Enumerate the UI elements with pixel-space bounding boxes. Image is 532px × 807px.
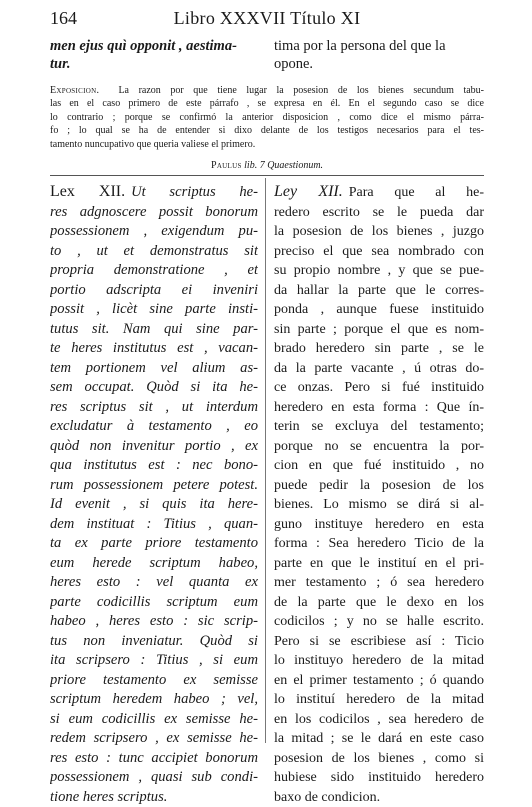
text-line: [274, 788, 484, 807]
text-line: [50, 749, 258, 769]
line-text: tione heres scriptus.: [50, 789, 167, 805]
line-text: su propio nombre , y que se pue-: [274, 263, 484, 278]
line-text: Id evenit , si quis ita here-: [50, 496, 258, 512]
text-line: [50, 768, 258, 788]
text-line: [274, 534, 484, 554]
text-line: [274, 359, 484, 379]
line-text: posesion de los bienes , como si: [274, 751, 484, 766]
text-line: [50, 222, 258, 242]
line-text: excludatur à testamento , eo: [50, 418, 258, 434]
running-title: Libro XXXVII Título XI: [50, 8, 484, 29]
exposicion-text: lo contrario ; porque se confirmó la anterior disposicion , como dice el mismo párra-: [50, 112, 484, 123]
exposicion-line: [50, 138, 484, 151]
text-line: [50, 398, 258, 418]
text-line: [50, 554, 258, 574]
line-text: porque no se encuentra la por-: [274, 439, 484, 454]
text-line: [50, 632, 258, 652]
latin-continuation: [50, 37, 255, 73]
text-line: tur.: [50, 55, 255, 73]
text-line: [274, 456, 484, 476]
citation-author: Paulus: [211, 160, 242, 171]
line-text: qua institutus est : nec bono-: [50, 457, 258, 473]
text-line: [50, 339, 258, 359]
text-line: [50, 710, 258, 730]
line-text: lo instituí heredero de la mitad: [274, 692, 484, 707]
line-text: Pero si se escribiese así : Ticio: [274, 634, 484, 649]
text-line: [50, 242, 258, 262]
line-text: la posesion de los bienes , juzgo: [274, 224, 484, 239]
text-line: [274, 378, 484, 398]
exposicion-line: [50, 124, 484, 137]
line-text: eum herede scriptum habeo,: [50, 555, 258, 571]
line-text: tus non inveniatur. Quòd si: [50, 633, 258, 649]
text-line: [50, 182, 258, 203]
text-line: [274, 476, 484, 496]
line-text: Para que al he-: [349, 185, 484, 200]
exposicion-text: La razon por que tiene lugar la posesion de los bienes secundum tabu-: [118, 85, 484, 96]
text-line: [274, 281, 484, 301]
exposicion-line: [50, 111, 484, 124]
exposicion-line: [50, 84, 484, 97]
line-text: ce onzas. Pero si fué instituido: [274, 380, 484, 395]
latin-column: [50, 182, 258, 807]
line-text: da hallar la parte que le corres-: [274, 283, 484, 298]
line-text: res adgnoscere possit bonorum: [50, 204, 258, 220]
line-text: preciso el que sea nombrado con: [274, 244, 484, 259]
text-line: tima por la persona del que la: [274, 37, 484, 55]
line-text: ta ex parte priore testamento: [50, 535, 258, 551]
line-text: res scriptus sit , ut interdum: [50, 399, 258, 415]
exposicion-text: fo ; lo qual se ha de entender si dixo delante de los testigos necesarios para el tes-: [50, 125, 484, 136]
source-citation: [50, 160, 484, 171]
text-line: [50, 671, 258, 691]
text-line: [50, 300, 258, 320]
text-line: [274, 554, 484, 574]
exposicion-text: tamento nuncupativo que queria valiese el primero.: [50, 139, 255, 150]
line-text: Ut scriptus he-: [131, 184, 258, 200]
text-line: [50, 690, 258, 710]
text-line: [274, 320, 484, 340]
text-line: [274, 612, 484, 632]
line-text: redero escrito se le pueda dar: [274, 205, 484, 220]
line-text: ita scripsero : Titius , si eum: [50, 652, 258, 668]
text-line: men ejus quì opponit , aestima-: [50, 37, 255, 55]
text-line: [274, 729, 484, 749]
line-text: puede pedir la posesion de los: [274, 478, 484, 493]
line-text: bienes. Lo mismo se dirá si al-: [274, 497, 484, 512]
line-text: lo instituyo heredero de la mitad: [274, 653, 484, 668]
line-text: parte codicillis scriptum eum: [50, 594, 258, 610]
page-number: 164: [50, 8, 77, 29]
line-text: de la parte que le dexo en los: [274, 595, 484, 610]
text-line: opone.: [274, 55, 484, 73]
text-line: [50, 437, 258, 457]
text-line: [274, 417, 484, 437]
line-text: la mitad ; se le dará en este caso: [274, 731, 484, 746]
line-text: codicilos ; y no se halle escrito.: [274, 614, 484, 629]
lex-heading: Lex XII.: [50, 183, 125, 200]
ley-heading: Ley XII.: [274, 183, 343, 200]
text-line: [50, 729, 258, 749]
text-line: [274, 242, 484, 262]
text-line: [274, 593, 484, 613]
text-line: [274, 749, 484, 769]
line-text: te heres institutus est , vacan-: [50, 340, 258, 356]
text-line: [50, 417, 258, 437]
line-text: redem scripsero , ex semisse he-: [50, 730, 258, 746]
spanish-column: [274, 182, 484, 807]
exposicion-line: [50, 97, 484, 110]
horizontal-rule: [50, 175, 484, 176]
line-text: mer testamento ; ó sea heredero: [274, 575, 484, 590]
text-line: [50, 651, 258, 671]
line-text: cion en que fué instituido , no: [274, 458, 484, 473]
text-line: [274, 495, 484, 515]
line-text: possessionem , quasi sub condi-: [50, 769, 258, 785]
line-text: en los codicilos , sea heredero de: [274, 712, 484, 727]
text-line: [50, 261, 258, 281]
text-line: [274, 710, 484, 730]
line-text: sin parte ; porque el que es nom-: [274, 322, 484, 337]
text-line: [50, 476, 258, 496]
text-line: [274, 339, 484, 359]
citation-work: lib. 7 Quaestionum.: [244, 160, 323, 171]
spanish-continuation: [274, 37, 484, 73]
line-text: baxo de condicion.: [274, 790, 380, 805]
line-text: hubiese sido instituido heredero: [274, 770, 484, 785]
line-text: possit , licèt sine parte insti-: [50, 301, 258, 317]
line-text: tem portionem vel alium as-: [50, 360, 258, 376]
text-line: [274, 671, 484, 691]
line-text: quòd non invenitur portio , ex: [50, 438, 258, 454]
line-text: dem instituat : Titius , quan-: [50, 516, 258, 532]
line-text: sem occupat. Quòd si ita he-: [50, 379, 258, 395]
line-text: scriptum heredem habeo ; vel,: [50, 691, 258, 707]
line-text: habeo , heres esto : sic scrip-: [50, 613, 258, 629]
text-line: [274, 515, 484, 535]
text-line: [274, 398, 484, 418]
exposicion-note: [50, 84, 484, 151]
line-text: portio adscripta ei inveniri: [50, 282, 258, 298]
exposicion-text: las en el caso primero de este párrafo , se expresa en él. En el segundo caso se dice: [50, 98, 484, 109]
text-line: [274, 651, 484, 671]
text-line: [50, 515, 258, 535]
text-line: [50, 359, 258, 379]
text-line: [274, 261, 484, 281]
text-line: [50, 534, 258, 554]
page-header: [50, 8, 484, 34]
line-text: propria demonstratione , et: [50, 262, 258, 278]
text-line: [274, 300, 484, 320]
line-text: res esto : tunc accipiet bonorum: [50, 750, 258, 766]
text-line: [50, 203, 258, 223]
text-line: [274, 768, 484, 788]
line-text: to , ut et demonstratus sit: [50, 243, 258, 259]
text-line: [274, 182, 484, 203]
text-line: [50, 378, 258, 398]
line-text: priore testamento ex semisse: [50, 672, 258, 688]
line-text: terin se excluya del testamento;: [274, 419, 484, 434]
text-line: [50, 612, 258, 632]
text-line: [50, 495, 258, 515]
text-line: [274, 632, 484, 652]
text-line: [50, 456, 258, 476]
text-line: [274, 203, 484, 223]
line-text: possessionem , exigendum pu-: [50, 223, 258, 239]
line-text: heres esto : vel quanta ex: [50, 574, 258, 590]
line-text: heredero en esta forma : Que ín-: [274, 400, 484, 415]
text-line: [50, 320, 258, 340]
text-line: [274, 437, 484, 457]
line-text: en el primer testamento ; ó quando: [274, 673, 484, 688]
text-line: [274, 573, 484, 593]
text-line: [50, 281, 258, 301]
line-text: da la parte vacante , ú otras do-: [274, 361, 484, 376]
text-line: [274, 690, 484, 710]
text-line: [50, 593, 258, 613]
line-text: guno instituye heredero en esta: [274, 517, 484, 532]
line-text: parte en que le instituí en el pri-: [274, 556, 484, 571]
line-text: si eum codicillis ex semisse he-: [50, 711, 258, 727]
exposicion-label: Exposicion.: [50, 85, 99, 96]
line-text: forma : Sea heredero Ticio de la: [274, 536, 484, 551]
text-line: [50, 573, 258, 593]
line-text: rum possessionem petere potest.: [50, 477, 258, 493]
column-divider: [265, 178, 266, 743]
text-line: [274, 222, 484, 242]
text-line: [50, 788, 258, 807]
line-text: ponda , aunque fuese instituido: [274, 302, 484, 317]
line-text: tutus sit. Nam qui sine par-: [50, 321, 258, 337]
line-text: brado heredero sin parte , se le: [274, 341, 484, 356]
